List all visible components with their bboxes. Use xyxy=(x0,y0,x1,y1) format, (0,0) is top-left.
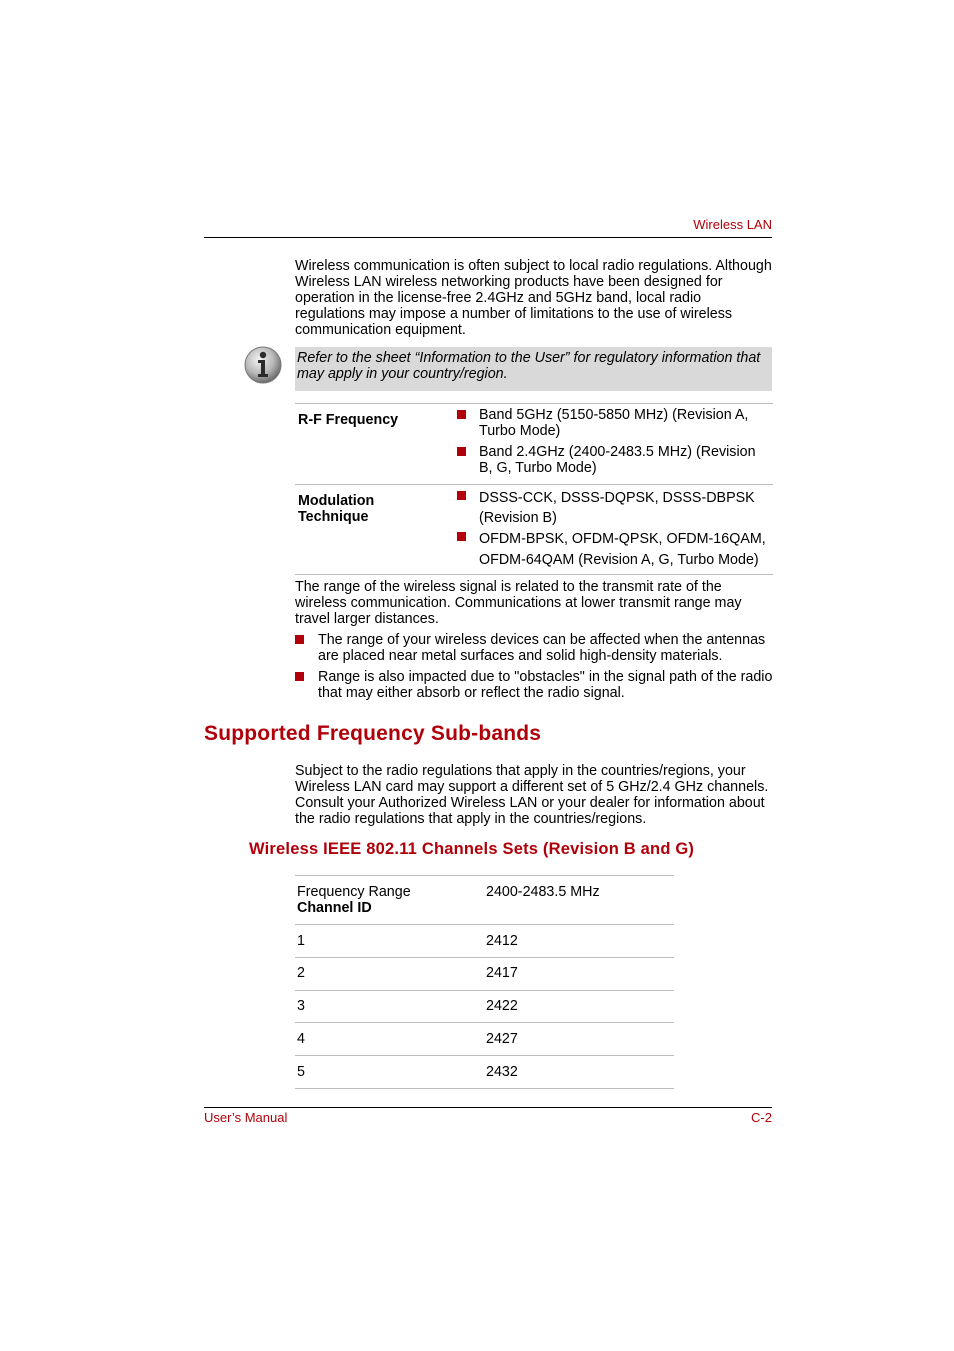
channel-table-bottom-rule xyxy=(295,1088,674,1089)
rf-frequency-label: R-F Frequency xyxy=(298,412,399,428)
channel-id-cell: 4 xyxy=(297,1031,305,1047)
footer-page-number: C-2 xyxy=(751,1110,772,1125)
bullet-square-icon xyxy=(295,672,304,681)
modulation-item: DSSS-CCK, DSSS-DQPSK, DSSS-DBPSK (Revision B) xyxy=(479,490,755,526)
footer-manual-title: User’s Manual xyxy=(204,1110,288,1125)
channel-table-rule xyxy=(295,924,674,925)
channel-table-top-rule xyxy=(295,875,674,876)
rf-item: Band 5GHz (5150-5850 MHz) (Revision A, Turbo Mode) xyxy=(479,407,749,439)
range-bullet: The range of your wireless devices can be affected when the antennas are placed near metal surfaces and solid high-density materials. xyxy=(318,632,766,664)
channel-table-header-channel-id: Channel ID xyxy=(297,900,372,916)
section-heading: Supported Frequency Sub-bands xyxy=(204,722,542,745)
rf-item: Band 2.4GHz (2400-2483.5 MHz) (Revision B, G, Turbo Mode) xyxy=(479,444,756,476)
modulation-technique-label: Modulation Technique xyxy=(298,493,375,525)
subsection-heading: Wireless IEEE 802.11 Channels Sets (Revision B and G) xyxy=(249,840,695,858)
modulation-item: OFDM-BPSK, OFDM-QPSK, OFDM-16QAM, OFDM-64QAM (Revision A, G, Turbo Mode) xyxy=(479,531,766,568)
channel-frequency-cell: 2432 xyxy=(486,1064,518,1080)
channel-id-cell: 2 xyxy=(297,965,305,981)
bullet-square-icon xyxy=(457,532,466,541)
bullet-square-icon xyxy=(295,635,304,644)
channel-table-rule xyxy=(295,990,674,991)
channel-id-cell: 1 xyxy=(297,933,305,949)
range-bullet: Range is also impacted due to "obstacles" in the signal path of the radio that may either absorb or reflect the radio signal. xyxy=(318,669,773,701)
channel-frequency-cell: 2427 xyxy=(486,1031,518,1047)
channel-frequency-cell: 2422 xyxy=(486,998,518,1014)
channel-table-rule xyxy=(295,957,674,958)
bullet-square-icon xyxy=(457,491,466,500)
channel-frequency-cell: 2412 xyxy=(486,933,518,949)
channel-table-rule xyxy=(295,1055,674,1056)
channel-frequency-cell: 2417 xyxy=(486,965,518,981)
note-text: Refer to the sheet “Information to the User” for regulatory information that may apply in your country/region. xyxy=(297,350,761,382)
section-paragraph: Subject to the radio regulations that apply in the countries/regions, your Wireless LAN card may support a different set of 5 GHz/2.4 GHz channels. Consult your Authorized Wireless LAN or your dealer for information about the radio regulations that apply in the countries/regions. xyxy=(295,763,769,827)
channel-id-cell: 3 xyxy=(297,998,305,1014)
channel-table-header-band: 2400-2483.5 MHz xyxy=(486,884,600,900)
channel-table-header-frequency-range: Frequency Range xyxy=(297,884,411,900)
spec-table-row-rule xyxy=(295,484,773,485)
running-header: Wireless LAN xyxy=(693,217,772,232)
bullet-square-icon xyxy=(457,410,466,419)
bullet-square-icon xyxy=(457,447,466,456)
channel-id-cell: 5 xyxy=(297,1064,305,1080)
channel-table-rule xyxy=(295,1022,674,1023)
spec-table-bottom-rule xyxy=(295,574,773,575)
intro-paragraph: Wireless communication is often subject to local radio regulations. Although Wireless LAN wireless networking products have been designed for operation in the license-free 2.4GHz and 5GHz band, local radio regulations may impose a number of limitations to the use of wireless communication equipment. xyxy=(295,258,772,338)
footer-rule xyxy=(204,1107,772,1108)
range-paragraph: The range of the wireless signal is related to the transmit rate of the wireless communication. Communications at lower transmit range may travel larger distances. xyxy=(295,579,742,627)
info-icon xyxy=(244,346,282,384)
header-rule xyxy=(204,237,772,238)
spec-table-top-rule xyxy=(295,403,773,404)
